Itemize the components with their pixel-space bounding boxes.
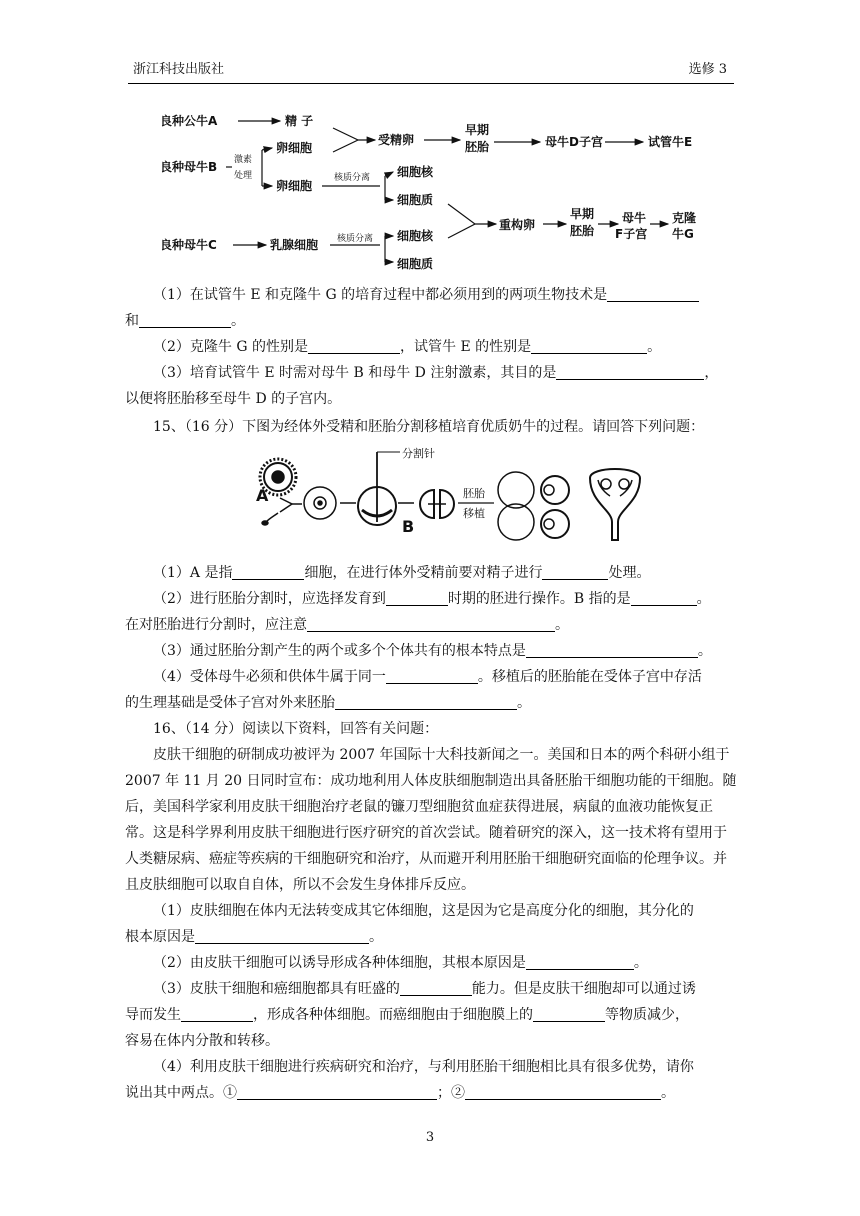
label-reconstructed-egg: 重构卵 <box>499 218 536 232</box>
q14-3-comma: ， <box>704 365 719 381</box>
q14-1-and: 和 <box>125 313 139 329</box>
q15-4-text: （4）受体母牛必须和供体牛属于同一 <box>153 669 386 685</box>
q16-4-text-b: 说出其中两点。① <box>125 1085 237 1101</box>
label-early-2b: 胚胎 <box>570 224 595 238</box>
q16-1-text: （1）皮肤细胞在体内无法转变成其它体细胞，这是因为它是高度分化的细胞，其分化的 <box>153 903 694 919</box>
q15-1-blank-b[interactable] <box>542 563 608 580</box>
label-egg-1: 卵细胞 <box>276 141 313 155</box>
label-cytoplasm-2: 细胞质 <box>397 257 434 271</box>
q15-intro: 15、（16 分）下图为经体外受精和胚胎分割移植培育优质奶牛的过程。请回答下列问题： <box>153 419 705 435</box>
q15-2-text-d: 在对胚胎进行分割时，应注意 <box>125 617 307 633</box>
q16-passage: 皮肤干细胞的研制成功被评为 2007 年国际十大科技新闻之一。美国和日本的两个科研小组于 2007 年 11 月 20 日同时宣布：成功地利用人体皮肤细胞制造出具备胚胎干细胞功能的干细胞。随后，美国科学家利用皮肤干细胞治疗老鼠的镰刀型细胞贫血症获得进展，病鼠的血液功能恢复正常。这是科学界利用皮肤干细胞进行医疗研究的首次尝试。随着研究的深入，这一技术将有望用于人类糖尿病、癌症等疾病的干细胞研究和治疗，从而避开利用胚胎干细胞研究面临的伦理争议。并且皮肤细胞可以取自自体，所以不会发生身体排斥反应。 <box>125 747 737 893</box>
q16-3-blank-b[interactable] <box>181 1005 253 1022</box>
fig-label-a: A <box>256 486 269 505</box>
q15-2-end-e: 。 <box>555 617 569 633</box>
label-clone-1: 克隆 <box>672 211 697 225</box>
q16-4-text-c: ；② <box>437 1085 465 1101</box>
q15-3-end: 。 <box>697 643 712 659</box>
q16-4-end: 。 <box>661 1085 675 1101</box>
label-cytoplasm-1: 细胞质 <box>397 193 434 207</box>
q16-3-text-f: 容易在体内分散和转移。 <box>125 1033 279 1049</box>
q16-intro: 16、（14 分）阅读以下资料，回答有关问题： <box>153 721 439 737</box>
fig-label-needle: 分割针 <box>402 447 435 460</box>
header-publisher: 浙江科技出版社 <box>133 62 225 77</box>
q15-4-end: 。 <box>517 695 531 711</box>
q14-2-end: 。 <box>647 339 662 355</box>
header-course: 选修 3 <box>688 62 727 77</box>
page-number: 3 <box>425 1130 435 1145</box>
q15-1-text: （1）A 是指 <box>153 565 233 581</box>
q16-2-blank[interactable] <box>526 953 634 970</box>
q16-1-blank[interactable] <box>195 927 369 944</box>
q15-4-text-b: 。移植后的胚胎能在受体子宫中存活 <box>477 669 702 685</box>
q14-3-text: （3）培育试管牛 E 时需对母牛 B 和母牛 D 注射激素，其目的是 <box>153 365 557 381</box>
q14-1-text: （1）在试管牛 E 和克隆牛 G 的培育过程中都必须用到的两项生物技术是 <box>153 287 608 303</box>
q16-4-blank-a[interactable] <box>237 1083 437 1100</box>
label-cow-b: 良种母牛B <box>160 160 218 174</box>
q16-3-blank-c[interactable] <box>533 1005 605 1022</box>
label-fertilized-egg: 受精卵 <box>378 133 415 147</box>
label-early-1b: 胚胎 <box>465 140 490 154</box>
q16-1-text-b: 根本原因是 <box>125 929 195 945</box>
q15-1-text-b: 细胞，在进行体外受精前要对精子进行 <box>304 565 543 581</box>
q16-3-blank-a[interactable] <box>400 979 472 996</box>
q14-1-end: 。 <box>231 313 245 329</box>
label-cow-d: 母牛D子宫 <box>545 135 603 149</box>
label-nuc-sep-1: 核质分离 <box>334 173 371 183</box>
label-test-tube-cow: 试管牛E <box>648 135 693 149</box>
label-bull-a: 良种公牛A <box>160 114 218 128</box>
embryo-splitting-figure <box>0 440 860 570</box>
q16-3-text: （3）皮肤干细胞和癌细胞都具有旺盛的 <box>153 981 400 997</box>
q15-3-blank[interactable] <box>526 641 698 658</box>
question-15-and-16 <box>125 560 737 1106</box>
q14-1-blank-a[interactable] <box>607 285 699 302</box>
label-sperm: 精 子 <box>285 114 314 128</box>
label-cow-c: 良种母牛C <box>160 238 217 252</box>
label-egg-2: 卵细胞 <box>276 179 313 193</box>
q16-2-end: 。 <box>633 955 648 971</box>
q14-2-text: （2）克隆牛 G 的性别是 <box>153 339 308 355</box>
q15-2-text: （2）进行胚胎分割时，应选择发育到 <box>153 591 386 607</box>
label-early-2a: 早期 <box>570 207 595 221</box>
q16-3-text-e: 等物质减少， <box>605 1007 689 1023</box>
question-14-answers <box>125 282 737 440</box>
q15-2-blank-c[interactable] <box>307 615 555 632</box>
q16-3-text-b: 能力。但是皮肤干细胞却可以通过诱 <box>471 981 696 997</box>
label-hormone-2: 处理 <box>234 171 253 181</box>
q16-3-text-c: 导而发生 <box>125 1007 181 1023</box>
fig-label-b: B <box>402 517 415 536</box>
q14-2-blank-b[interactable] <box>531 337 647 354</box>
q14-2-text-b: ，试管牛 E 的性别是 <box>400 339 532 355</box>
cloning-flow-diagram <box>0 0 860 290</box>
q15-2-blank-b[interactable] <box>631 589 697 606</box>
q16-4-blank-b[interactable] <box>465 1083 661 1100</box>
label-nuc-sep-2: 核质分离 <box>337 234 374 244</box>
q15-1-end: 处理。 <box>608 565 651 581</box>
q14-3-text-c: 以便将胚胎移至母牛 D 的子宫内。 <box>125 391 342 407</box>
q15-1-blank-a[interactable] <box>232 563 304 580</box>
label-mammary-cell: 乳腺细胞 <box>270 238 319 252</box>
q16-1-end: 。 <box>369 929 383 945</box>
q16-4-text: （4）利用皮肤干细胞进行疾病研究和治疗，与利用胚胎干细胞相比具有很多优势，请你 <box>153 1059 694 1075</box>
q14-1-blank-b[interactable] <box>139 311 231 328</box>
q15-4-blank-a[interactable] <box>386 667 478 684</box>
label-clone-2: 牛G <box>672 227 694 241</box>
label-nucleus-1: 细胞核 <box>397 165 434 179</box>
label-hormone-1: 激素 <box>234 155 253 165</box>
label-nucleus-2: 细胞核 <box>397 229 434 243</box>
label-early-1a: 早期 <box>465 123 490 137</box>
fig-label-transfer-1: 胚胎 <box>463 487 485 500</box>
q15-2-text-b: 时期的胚进行操作。B 指的是 <box>447 591 631 607</box>
q15-4-blank-b[interactable] <box>335 693 517 710</box>
label-cow-f2: F子宫 <box>615 227 648 241</box>
label-cow-f1: 母牛 <box>622 211 647 225</box>
fig-label-transfer-2: 移植 <box>463 507 485 520</box>
q15-3-text: （3）通过胚胎分割产生的两个或多个个体共有的根本特点是 <box>153 643 526 659</box>
q14-3-blank[interactable] <box>556 363 704 380</box>
q16-3-text-d: ，形成各种体细胞。而癌细胞由于细胞膜上的 <box>253 1007 533 1023</box>
q15-2-end: 。 <box>696 591 711 607</box>
q15-4-text-c: 的生理基础是受体子宫对外来胚胎 <box>125 695 335 711</box>
q16-2-text: （2）由皮肤干细胞可以诱导形成各种体细胞，其根本原因是 <box>153 955 526 971</box>
q15-2-blank-a[interactable] <box>386 589 448 606</box>
q14-2-blank-a[interactable] <box>308 337 400 354</box>
